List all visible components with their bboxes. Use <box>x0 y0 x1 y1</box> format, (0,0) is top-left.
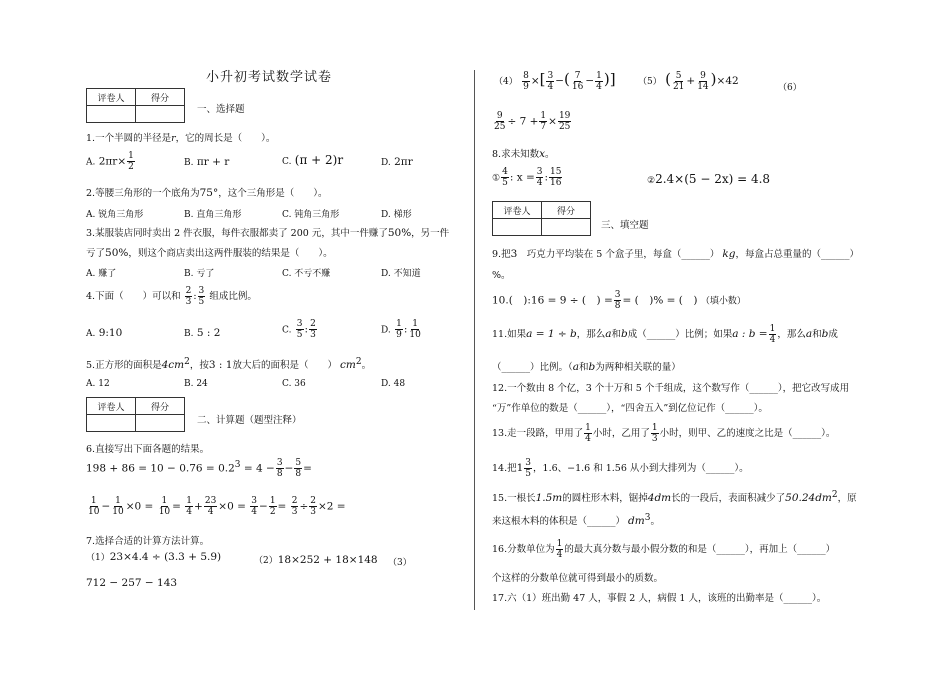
score-table-1 <box>86 88 185 123</box>
grader-label: 评卷人 <box>493 202 542 219</box>
grader-label: 评卷人 <box>87 89 136 106</box>
q1-option-c[interactable]: C. (π + 2)r <box>282 153 344 167</box>
score-cell[interactable] <box>542 219 591 236</box>
q3-option-d[interactable]: D. 不知道 <box>381 269 421 279</box>
q1-text: 1.一个半圆的半径是r，它的周长是（ ）。 <box>86 133 276 144</box>
q16-line2: 个这样的分数单位就可得到最小的质数。 <box>492 573 664 584</box>
q3-option-a[interactable]: A. 赚了 <box>86 269 117 279</box>
score-label: 得分 <box>542 202 591 219</box>
q15-line2: 来这根木料的体积是（______） $dm^3$。 <box>492 513 660 528</box>
q4-text: 4.下面（ ）可以和 $\frac{2}{3}$ : $\frac{3}{5}$ 组成比例。 <box>86 286 257 307</box>
q2-text: 2.等腰三角形的一个底角为75°，这个三角形是（ ）。 <box>86 187 328 199</box>
score-label: 得分 <box>136 89 185 106</box>
q13-text: 13.走一段路，甲用了 $\frac{1}{4}$ 小时，乙用了 $\frac{1}{3}$ 小时，则甲、乙的速度之比是（______）。 <box>492 423 836 444</box>
q8-part2: ②2.4×(5 − 2x) = 4.8 <box>647 172 771 186</box>
q4-option-a[interactable]: A. 9:10 <box>86 327 123 339</box>
q1-option-d[interactable]: D. 2πr <box>381 156 413 168</box>
q15-line1: 15.一根长1.5m的圆柱形木料，锯掉4dm长的一段后，表面积减少了$50.24dm^2$，原 <box>492 490 857 505</box>
score-label: 得分 <box>136 398 185 415</box>
q8-text: 8.求未知数x。 <box>492 148 555 160</box>
section-heading-choice: 一、选择题 <box>197 104 245 115</box>
q7-part6-expr: $\frac{9}{25}$ ÷ 7 + $\frac{1}{7}$ × $\frac{19}{25}$ <box>494 111 571 132</box>
q7-part1: （1）23×4.4 ÷ (3.3 + 5.9) <box>86 551 222 563</box>
section-heading-fill: 三、填空题 <box>601 220 649 231</box>
q3-option-b[interactable]: B. 亏了 <box>184 269 215 279</box>
q17-text: 17.六（1）班出勤 47 人，事假 2 人，病假 1 人，该班的出勤率是（______）。 <box>492 593 827 604</box>
q5-option-a[interactable]: A. 12 <box>86 379 110 389</box>
q6-text: 6.直接写出下面各题的结果。 <box>86 444 210 455</box>
q1-option-b[interactable]: B. πr + r <box>184 156 230 168</box>
score-cell[interactable] <box>136 106 185 123</box>
q4-option-c[interactable]: C. $\frac{3}{5}$ : $\frac{2}{3}$ <box>282 319 316 340</box>
score-table-2 <box>86 397 185 432</box>
q7-part3-expr: 712 − 257 − 143 <box>86 577 178 589</box>
grader-cell[interactable] <box>87 106 136 123</box>
q4-option-d[interactable]: D. $\frac{1}{9}$ : $\frac{1}{10}$ <box>381 319 421 340</box>
q2-option-d[interactable]: D. 梯形 <box>381 210 412 220</box>
q3-line1: 3.某服装店同时卖出 2 件衣服，每件衣服都卖了 200 元，其中一件赚了50%，另一件 <box>86 227 450 239</box>
score-table-3 <box>492 201 591 236</box>
q7-part5: （5） ( $\frac{5}{21}$ + $\frac{9}{14}$ )×42 <box>638 70 739 92</box>
q3-option-c[interactable]: C. 不亏不赚 <box>282 269 331 279</box>
q3-line2: 亏了50%，则这个商店卖出这两件服装的结果是（ ）。 <box>86 247 333 259</box>
page-title: 小升初考试数学试卷 <box>206 70 333 85</box>
q2-option-b[interactable]: B. 直角三角形 <box>184 210 242 220</box>
q12-line2: “万”作单位的数是（______），“四舍五入”到亿位记作（______）。 <box>492 403 768 414</box>
q7-part3-label: （3） <box>388 558 412 568</box>
q5-option-b[interactable]: B. 24 <box>184 379 208 389</box>
grader-cell[interactable] <box>493 219 542 236</box>
q2-option-c[interactable]: C. 钝角三角形 <box>282 210 340 220</box>
q7-part6-label: （6） <box>778 83 802 93</box>
q14-text: 14.把1 $\frac{3}{5}$ ，1.6、−1.6 和 1.56 从小到大排列为（______）。 <box>492 458 749 479</box>
q4-option-b[interactable]: B. 5 : 2 <box>184 327 221 339</box>
q6-row1: $198 + 86 = 10 - 0.76 = 0.2^3 = 4$ − $\frac{3}{8}$ − $\frac{5}{8}$ = <box>86 458 312 479</box>
grader-cell[interactable] <box>87 415 136 432</box>
score-cell[interactable] <box>136 415 185 432</box>
q2-option-a[interactable]: A. 锐角三角形 <box>86 210 144 220</box>
grader-label: 评卷人 <box>87 398 136 415</box>
q9-line2: %。 <box>492 270 511 281</box>
q1-option-a[interactable]: A. 2πr× $\frac{1}{2}$ <box>86 151 134 172</box>
q12-line1: 12.一个数由 8 个亿，3 个十万和 5 个千组成，这个数写作（______），把它改写成用 <box>492 383 850 394</box>
q10-text: 10.( ):16 = 9 ÷ ( ) = $\frac{3}{8}$ = ( )% = ( ) （填小数） <box>492 290 746 311</box>
q11-line2: （______）比例。（a和b为两种相关联的量） <box>492 361 681 373</box>
q5-option-c[interactable]: C. 36 <box>282 379 306 389</box>
q5-option-d[interactable]: D. 48 <box>381 379 406 389</box>
q11-line1: 11.如果a = 1 ÷ b，那么a和b成（______）比例；如果a : b = $\frac{1}{4}$ ，那么a和b成 <box>492 324 838 345</box>
column-divider <box>474 70 475 610</box>
q7-part2: （2）18×252 + 18×148 <box>254 554 378 566</box>
q16-line1: 16.分数单位为 $\frac{1}{4}$ 的最大真分数与最小假分数的和是（______），再加上（______） <box>492 539 836 560</box>
q6-row2: $\frac{1}{10}$ − $\frac{1}{10}$ ×0 = $\frac{1}{10}$ = $\frac{1}{4}$ + $\frac{23}{4}$ ×0 = $\frac{3}{4}$ − $\frac{1}{2}$ = $\frac{2}{3}$ ÷ $\frac{2}{3}$ ×2 = <box>88 496 346 517</box>
q8-part1: ① $\frac{4}{5}$ : x = $\frac{3}{4}$ : $\frac{15}{16}$ <box>492 167 562 188</box>
section-heading-calc: 二、计算题（题型注释） <box>197 415 302 426</box>
q7-part4: （4） $\frac{8}{9}$ ×[ $\frac{3}{4}$ −( $\frac{7}{16}$ − $\frac{1}{4}$ )] <box>494 70 616 92</box>
q9-line1: 9.把3 巧克力平均装在 5 个盒子里，每盒（______） kg，每盒占总重量的（______） <box>492 248 860 260</box>
q7-text: 7.选择合适的计算方法计算。 <box>86 536 210 547</box>
q5-text: 5.正方形的面积是$4cm^2$，按3 : 1放大后的面积是（ ） $cm^2$。 <box>86 357 372 372</box>
